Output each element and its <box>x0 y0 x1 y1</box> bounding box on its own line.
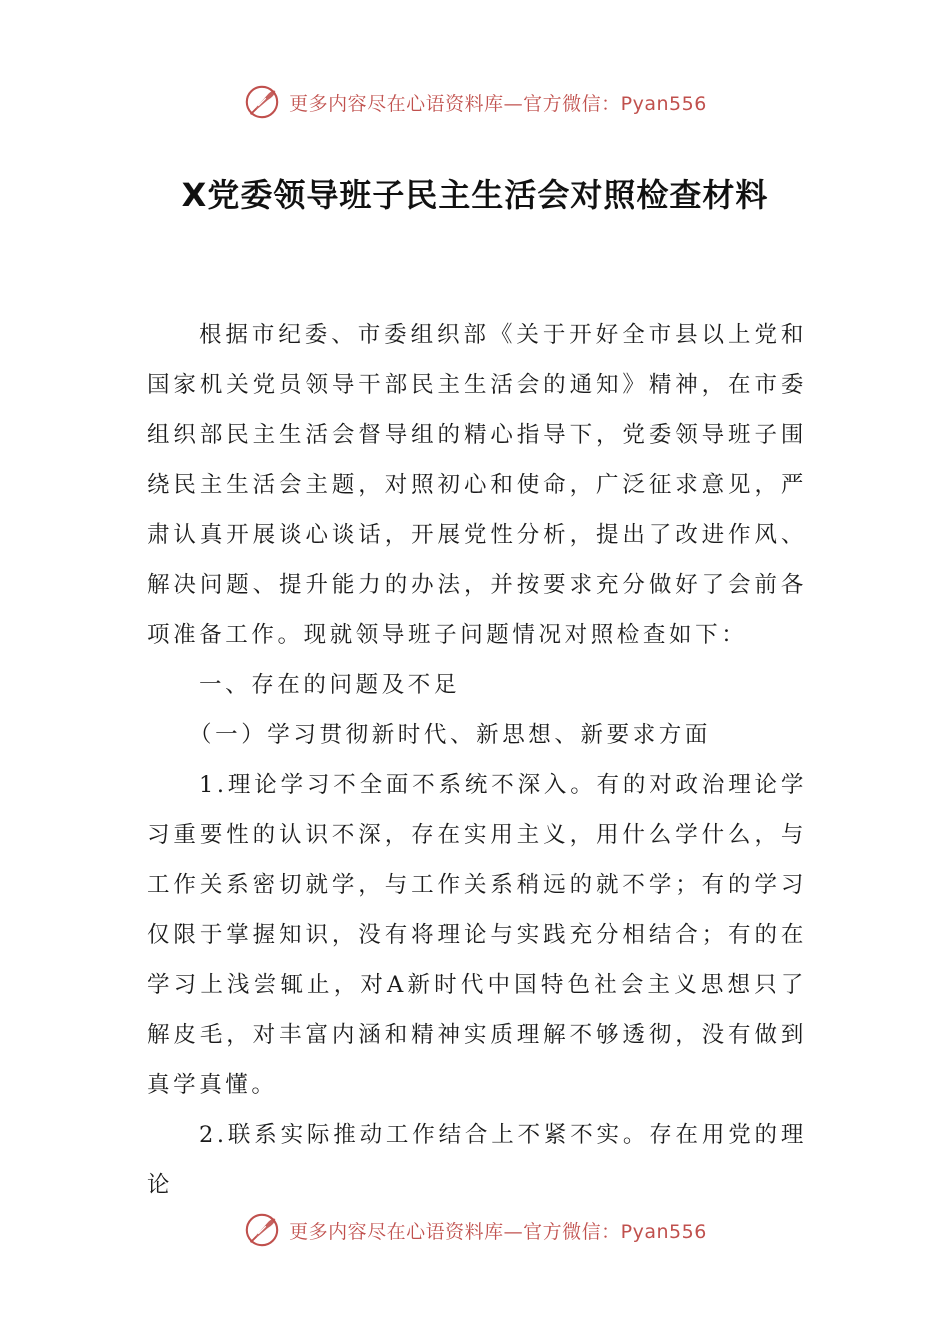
section-heading: 一、存在的问题及不足 <box>199 672 461 698</box>
watermark-wechat-id: Pyan556 <box>620 1220 707 1243</box>
watermark-header <box>0 80 950 124</box>
watermark-wechat-id: Pyan556 <box>620 92 707 115</box>
watermark-slogan: 更多内容尽在心语资料库—官方微信： <box>289 92 621 115</box>
intro-paragraph: 根据市纪委、市委组织部《关于开好全市县以上党和国家机关党员领导干部民主生活会的通知》精神，在市委组织部民主生活会督导组的精心指导下，党委领导班子围绕民主生活会主题，对照初心和使命，广泛征求意见，严肃认真开展谈心谈话，开展党性分析，提出了改进作风、解决问题、提升能力的办法，并按要求充分做好了会前各项准备工作。现就领导班子问题情况对照检查如下： <box>147 322 807 648</box>
document-body <box>147 310 807 1210</box>
watermark-slogan: 更多内容尽在心语资料库—官方微信： <box>289 1220 621 1243</box>
watermark-footer <box>0 1208 950 1252</box>
quill-pen-logo-icon <box>243 83 281 121</box>
watermark-text <box>289 1217 707 1244</box>
subsection-heading: （一）学习贯彻新时代、新思想、新要求方面 <box>189 722 712 748</box>
document-title: X党委领导班子民主生活会对照检查材料 <box>181 176 769 214</box>
quill-pen-logo-icon <box>243 1211 281 1249</box>
watermark-text <box>289 89 707 116</box>
point-2-paragraph: 2.联系实际推动工作结合上不紧不实。存在用党的理论 <box>147 1122 807 1198</box>
point-1-paragraph: 1.理论学习不全面不系统不深入。有的对政治理论学习重要性的认识不深，存在实用主义，用什么学什么，与工作关系密切就学，与工作关系稍远的就不学；有的学习仅限于掌握知识，没有将理论与实践充分相结合；有的在学习上浅尝辄止，对A新时代中国特色社会主义思想只了解皮毛，对丰富内涵和精神实质理解不够透彻，没有做到真学真懂。 <box>147 772 807 1098</box>
